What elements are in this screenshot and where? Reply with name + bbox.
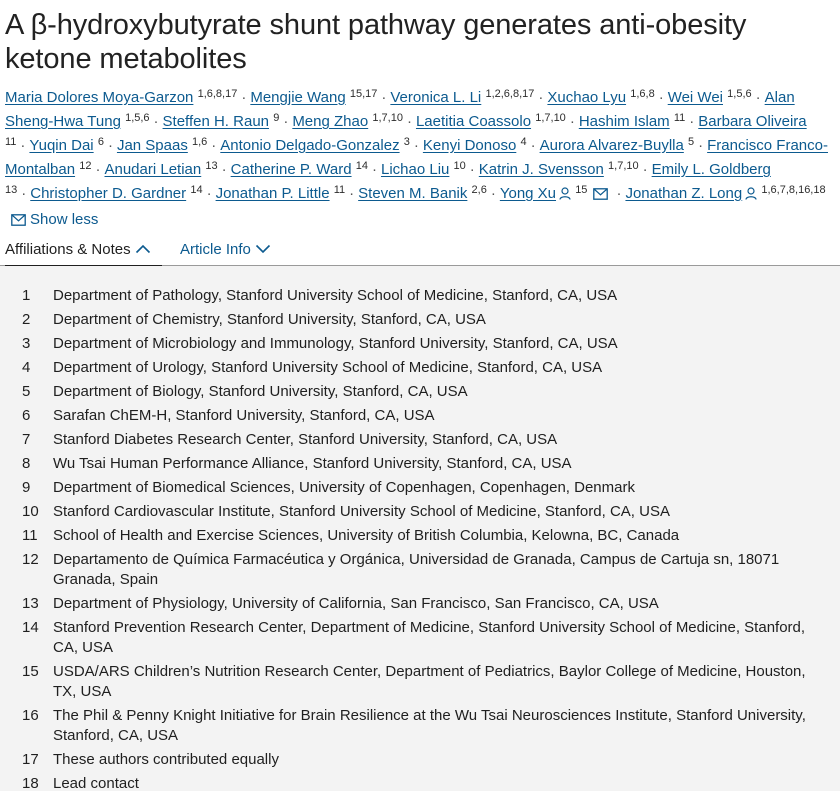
author-name: Veronica L. Li bbox=[390, 89, 482, 106]
affiliation-number: 6 bbox=[22, 407, 31, 424]
affiliation-text: USDA/ARS Children’s Nutrition Research Center, Department of Pediatrics, Baylor College of Medicine, Houston, TX, USA bbox=[53, 663, 806, 700]
author-name: Katrin J. Svensson bbox=[478, 161, 604, 178]
author-name: Laetitia Coassolo bbox=[415, 113, 532, 130]
author-link[interactable] bbox=[250, 89, 345, 106]
author-name: Wei Wei bbox=[667, 89, 723, 106]
affiliation-item bbox=[0, 774, 840, 791]
author-link[interactable] bbox=[698, 113, 806, 130]
author-separator: · bbox=[20, 137, 26, 154]
author-affiliation-sup: 1,7,10 bbox=[535, 112, 566, 124]
author-link[interactable] bbox=[540, 137, 684, 154]
affiliation-item bbox=[0, 454, 840, 474]
author-separator: · bbox=[206, 185, 212, 202]
author-affiliation-sup: 1,5,6 bbox=[125, 112, 150, 124]
affiliation-item bbox=[0, 334, 840, 354]
author-link[interactable] bbox=[5, 89, 193, 106]
author-name: Emily L. Goldberg bbox=[651, 161, 771, 178]
affiliation-item bbox=[0, 406, 840, 426]
affiliation-item bbox=[0, 310, 840, 330]
author-affiliation-sup: 13 bbox=[5, 184, 18, 196]
affiliation-text: Department of Urology, Stanford University School of Medicine, Stanford, CA, USA bbox=[53, 359, 603, 376]
affiliation-text: Department of Biology, Stanford University, Stanford, CA, USA bbox=[53, 383, 468, 400]
affiliation-number: 15 bbox=[22, 663, 39, 680]
affiliation-number: 14 bbox=[22, 619, 39, 636]
author-separator: · bbox=[469, 161, 475, 178]
author-name: Jonathan Z. Long bbox=[625, 185, 743, 202]
author-affiliation-sup: 14 bbox=[355, 160, 368, 172]
article-title: A β-hydroxybutyrate shunt pathway generates anti-obesity ketone metabolites bbox=[5, 9, 747, 75]
author-affiliation-sup: 1,5,6 bbox=[727, 88, 752, 100]
author-link[interactable] bbox=[579, 113, 670, 130]
affiliation-text: These authors contributed equally bbox=[53, 751, 279, 768]
chevron-up-icon bbox=[135, 244, 151, 254]
author-affiliation-sup: 9 bbox=[273, 112, 280, 124]
author-link[interactable] bbox=[231, 161, 352, 178]
author-separator: · bbox=[642, 161, 648, 178]
author-affiliation-sup: 1,6,7,8,16,18 bbox=[761, 184, 826, 196]
author-separator: · bbox=[283, 113, 289, 130]
affiliation-text: Department of Microbiology and Immunology, Stanford University, Stanford, CA, USA bbox=[53, 335, 618, 352]
affiliation-text: Departamento de Química Farmacéutica y Orgánica, Universidad de Granada, Campus de Cartuja sn, 18071 Granada, Spain bbox=[53, 551, 780, 588]
author-name: Hashim Islam bbox=[578, 113, 670, 130]
author-separator: · bbox=[658, 89, 664, 106]
author-name: Francisco Franco-Montalban bbox=[5, 137, 828, 178]
author-affiliation-sup: 5 bbox=[688, 136, 695, 148]
author-affiliation-sup: 6 bbox=[97, 136, 104, 148]
tab-affiliations-label: Affiliations & Notes bbox=[5, 241, 131, 258]
affiliation-text: Stanford Prevention Research Center, Department of Medicine, Stanford University School of Medicine, Stanford, CA, USA bbox=[53, 619, 806, 656]
affiliation-number: 4 bbox=[22, 359, 31, 376]
author-affiliation-sup: 4 bbox=[520, 136, 527, 148]
author-name: Antonio Delgado-Gonzalez bbox=[220, 137, 400, 154]
affiliation-item bbox=[0, 430, 840, 450]
author-name: Xuchao Lyu bbox=[547, 89, 627, 106]
author-separator: · bbox=[371, 161, 377, 178]
author-link[interactable] bbox=[163, 113, 269, 130]
author-separator: · bbox=[381, 89, 387, 106]
author-affiliation-sup: 1,6 bbox=[192, 136, 208, 148]
author-affiliation-sup: 11 bbox=[5, 136, 17, 148]
tab-article-info[interactable] bbox=[180, 241, 271, 259]
affiliations-panel bbox=[0, 266, 840, 791]
author-separator: · bbox=[153, 113, 159, 130]
chevron-down-icon bbox=[255, 244, 271, 254]
show-less-link[interactable]: Show less bbox=[30, 211, 99, 228]
author-separator: · bbox=[95, 161, 101, 178]
author-affiliation-sup: 10 bbox=[453, 160, 466, 172]
author-name: Alan Sheng-Hwa Tung bbox=[5, 89, 795, 130]
affiliation-number: 3 bbox=[22, 335, 31, 352]
affiliation-number: 2 bbox=[22, 311, 31, 328]
author-name: Aurora Alvarez-Buylla bbox=[539, 137, 684, 154]
tab-affiliations-notes[interactable] bbox=[5, 241, 162, 268]
affiliation-text: The Phil & Penny Knight Initiative for Brain Resilience at the Wu Tsai Neurosciences Institute, Stanford University, Stanford, CA, USA bbox=[53, 707, 806, 744]
affiliation-number: 18 bbox=[22, 775, 39, 791]
author-link[interactable] bbox=[500, 185, 556, 202]
author-name: Meng Zhao bbox=[292, 113, 369, 130]
author-affiliation-sup: 1,7,10 bbox=[608, 160, 639, 172]
author-name: Christopher D. Gardner bbox=[30, 185, 187, 202]
affiliation-text: Lead contact bbox=[53, 775, 139, 791]
author-name: Jan Spaas bbox=[116, 137, 188, 154]
author-affiliation-sup: 15,17 bbox=[349, 88, 378, 100]
author-link[interactable] bbox=[216, 185, 330, 202]
author-affiliation-sup: 1,2,6,8,17 bbox=[485, 88, 535, 100]
author-separator: · bbox=[107, 137, 113, 154]
mail-icon[interactable] bbox=[593, 184, 608, 208]
author-link[interactable] bbox=[30, 185, 186, 202]
author-link[interactable] bbox=[292, 113, 368, 130]
affiliation-item bbox=[0, 286, 840, 306]
author-affiliation-sup: 3 bbox=[403, 136, 410, 148]
affiliation-text: Department of Physiology, University of California, San Francisco, San Francisco, CA, USA bbox=[53, 595, 659, 612]
author-affiliation-sup: 2,6 bbox=[471, 184, 487, 196]
author-separator: · bbox=[616, 185, 622, 202]
affiliation-item bbox=[0, 478, 840, 498]
affiliation-number: 8 bbox=[22, 455, 31, 472]
affiliation-text: Stanford Cardiovascular Institute, Stanford University School of Medicine, Stanford, CA, USA bbox=[53, 503, 670, 520]
affiliation-text: Wu Tsai Human Performance Alliance, Stanford University, Stanford, CA, USA bbox=[53, 455, 572, 472]
affiliation-text: Department of Pathology, Stanford University School of Medicine, Stanford, CA, USA bbox=[53, 287, 618, 304]
author-link[interactable] bbox=[547, 89, 626, 106]
affiliation-number: 5 bbox=[22, 383, 31, 400]
author-affiliation-sup: 1,6,8,17 bbox=[197, 88, 238, 100]
affiliation-item bbox=[0, 358, 840, 378]
author-name: Kenyi Donoso bbox=[422, 137, 517, 154]
affiliation-item bbox=[0, 502, 840, 522]
author-link[interactable] bbox=[479, 161, 604, 178]
mail-icon[interactable] bbox=[11, 210, 26, 234]
author-name: Catherine P. Ward bbox=[230, 161, 352, 178]
author-affiliation-sup: 12 bbox=[79, 160, 92, 172]
affiliation-number: 11 bbox=[22, 527, 38, 544]
person-icon bbox=[559, 184, 571, 208]
affiliation-text: School of Health and Exercise Sciences, University of British Columbia, Kelowna, BC, Canada bbox=[53, 527, 680, 544]
author-link[interactable] bbox=[423, 137, 516, 154]
author-link[interactable] bbox=[29, 137, 93, 154]
author-name: Jonathan P. Little bbox=[215, 185, 330, 202]
author-separator: · bbox=[349, 185, 355, 202]
author-name: Mengjie Wang bbox=[250, 89, 346, 106]
affiliation-item bbox=[0, 382, 840, 402]
author-list bbox=[0, 86, 840, 234]
affiliation-number: 12 bbox=[22, 551, 39, 568]
affiliation-text: Department of Biomedical Sciences, University of Copenhagen, Copenhagen, Denmark bbox=[53, 479, 635, 496]
author-link[interactable] bbox=[668, 89, 723, 106]
affiliation-item bbox=[0, 618, 840, 658]
affiliation-text: Sarafan ChEM-H, Stanford University, Stanford, CA, USA bbox=[53, 407, 435, 424]
affiliation-number: 9 bbox=[22, 479, 31, 496]
affiliation-text: Stanford Diabetes Research Center, Stanford University, Stanford, CA, USA bbox=[53, 431, 558, 448]
author-separator: · bbox=[755, 89, 761, 106]
author-name: Barbara Oliveira bbox=[698, 113, 807, 130]
affiliation-number: 17 bbox=[22, 751, 39, 768]
affiliations-list bbox=[0, 266, 840, 791]
author-link[interactable] bbox=[652, 161, 771, 178]
author-separator: · bbox=[406, 113, 412, 130]
author-name: Steffen H. Raun bbox=[162, 113, 270, 130]
author-separator: · bbox=[413, 137, 419, 154]
author-separator: · bbox=[490, 185, 496, 202]
author-link[interactable] bbox=[117, 137, 188, 154]
author-affiliation-sup: 14 bbox=[190, 184, 203, 196]
author-name: Yuqin Dai bbox=[29, 137, 94, 154]
author-link[interactable] bbox=[416, 113, 531, 130]
person-icon bbox=[745, 184, 757, 208]
author-link[interactable] bbox=[104, 161, 201, 178]
author-name: Yong Xu bbox=[499, 185, 557, 202]
affiliation-number: 1 bbox=[22, 287, 31, 304]
author-separator: · bbox=[530, 137, 536, 154]
affiliation-number: 16 bbox=[22, 707, 39, 724]
author-affiliation-sup: 13 bbox=[205, 160, 218, 172]
author-link[interactable] bbox=[625, 185, 742, 202]
affiliation-number: 7 bbox=[22, 431, 31, 448]
affiliation-item bbox=[0, 594, 840, 614]
affiliation-item bbox=[0, 750, 840, 770]
tab-bar bbox=[0, 238, 840, 266]
affiliation-item bbox=[0, 526, 840, 546]
author-name: Maria Dolores Moya-Garzon bbox=[5, 89, 194, 106]
author-separator: · bbox=[241, 89, 247, 106]
affiliation-number: 10 bbox=[22, 503, 39, 520]
author-separator: · bbox=[689, 113, 695, 130]
author-separator: · bbox=[211, 137, 217, 154]
author-separator: · bbox=[569, 113, 575, 130]
author-affiliation-sup: 11 bbox=[333, 184, 346, 196]
affiliation-number: 13 bbox=[22, 595, 39, 612]
tab-article-info-label: Article Info bbox=[180, 241, 251, 258]
author-separator: · bbox=[21, 185, 27, 202]
author-affiliation-sup: 1,7,10 bbox=[372, 112, 403, 124]
author-separator: · bbox=[698, 137, 704, 154]
author-link[interactable] bbox=[390, 89, 481, 106]
affiliation-item bbox=[0, 550, 840, 590]
affiliation-item bbox=[0, 662, 840, 702]
author-affiliation-sup: 15 bbox=[575, 184, 588, 196]
author-separator: · bbox=[538, 89, 544, 106]
author-link[interactable] bbox=[381, 161, 449, 178]
author-link[interactable] bbox=[220, 137, 399, 154]
affiliation-item bbox=[0, 706, 840, 746]
author-affiliation-sup: 1,6,8 bbox=[630, 88, 655, 100]
author-name: Anudari Letian bbox=[104, 161, 202, 178]
affiliation-text: Department of Chemistry, Stanford University, Stanford, CA, USA bbox=[53, 311, 486, 328]
author-link[interactable] bbox=[358, 185, 467, 202]
author-affiliation-sup: 11 bbox=[673, 112, 686, 124]
author-name: Steven M. Banik bbox=[358, 185, 468, 202]
author-name: Lichao Liu bbox=[380, 161, 450, 178]
author-separator: · bbox=[221, 161, 227, 178]
